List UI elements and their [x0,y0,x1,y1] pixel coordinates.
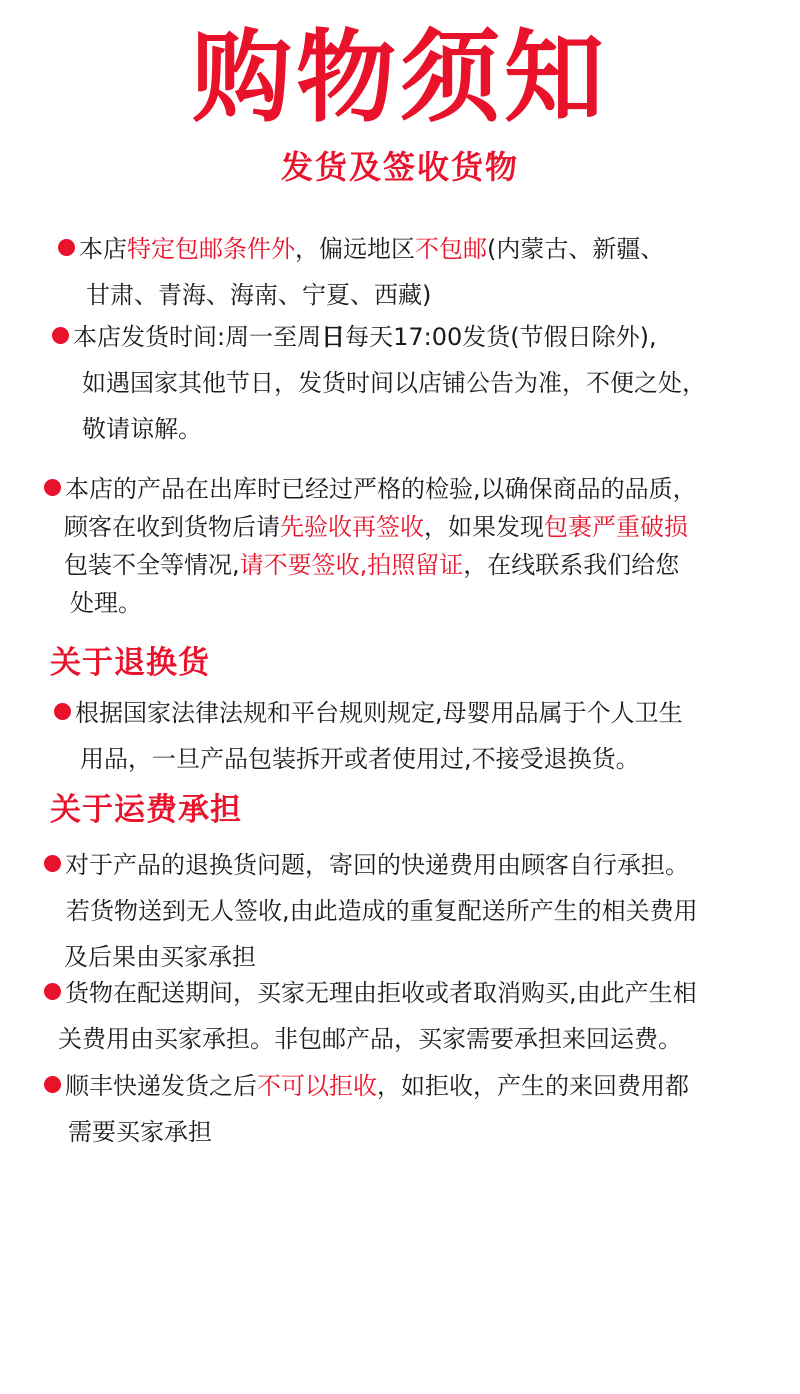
section-heading-returns: 关于退换货 [50,645,210,681]
section-heading-shipping-fee: 关于运费承担 [50,792,242,828]
page-title: 购物须知 [192,19,608,136]
bullet-icon [44,983,61,1000]
bullet-icon [58,239,75,256]
notice-remote-shipping [58,226,664,318]
paragraph-line: 处理。 [70,589,142,617]
notice-shipping-time [52,314,706,452]
paragraph-line: 本店发货时间:周一至周日每天17:00发货(节假日除外), [52,314,706,360]
paragraph-line: 顾客在收到货物后请先验收再签收，如果发现包裹严重破损 [64,513,688,541]
highlight: 不包邮 [415,235,487,263]
bullet-icon [52,327,69,344]
paragraph-line: 需要买家承担 [68,1118,212,1146]
highlight: 包裹严重破损 [544,513,688,541]
paragraph-line: 对于产品的退换货问题，寄回的快递费用由顾客自行承担。 [44,842,698,888]
bullet-icon [44,479,61,496]
notice-inspection [44,470,697,622]
paragraph-line: 用品，一旦产品包装拆开或者使用过,不接受退换货。 [80,745,640,773]
paragraph-line: 若货物送到无人签收,由此造成的重复配送所产生的相关费用 [66,897,698,925]
highlight: 不可以拒收 [257,1072,377,1100]
paragraph-line: 关费用由买家承担。非包邮产品，买家需要承担来回运费。 [58,1025,682,1053]
notice-refusal-fees [44,970,697,1062]
paragraph-line: 根据国家法律法规和平台规则规定,母婴用品属于个人卫生 [54,690,683,736]
paragraph-line: 顺丰快递发货之后不可以拒收，如拒收，产生的来回费用都 [44,1063,689,1109]
paragraph-line: 甘肃、青海、海南、宁夏、西藏) [86,281,432,309]
notice-returns-policy [54,690,683,782]
highlight: 特定包邮条件外 [127,235,295,263]
bullet-icon [44,1076,61,1093]
page-subtitle: 发货及签收货物 [280,148,519,186]
paragraph-line: 如遇国家其他节日，发货时间以店铺公告为准，不便之处， [82,369,706,397]
paragraph-line: 包装不全等情况,请不要签收,拍照留证，在线联系我们给您 [64,551,680,579]
paragraph-line: 货物在配送期间，买家无理由拒收或者取消购买,由此产生相 [44,970,697,1016]
notice-sf-express [44,1063,689,1155]
bullet-icon [54,703,71,720]
highlight: 请不要签收,拍照留证 [239,551,464,579]
paragraph-line: 及后果由买家承担 [64,943,256,971]
highlight: 先验收再签收 [280,513,424,541]
paragraph-line: 本店的产品在出库时已经过严格的检验,以确保商品的品质， [44,470,697,508]
notice-return-shipping-cost [44,842,698,980]
paragraph-line: 敬请谅解。 [82,415,202,443]
paragraph-line: 本店特定包邮条件外，偏远地区不包邮(内蒙古、新疆、 [58,226,664,272]
bullet-icon [44,855,61,872]
